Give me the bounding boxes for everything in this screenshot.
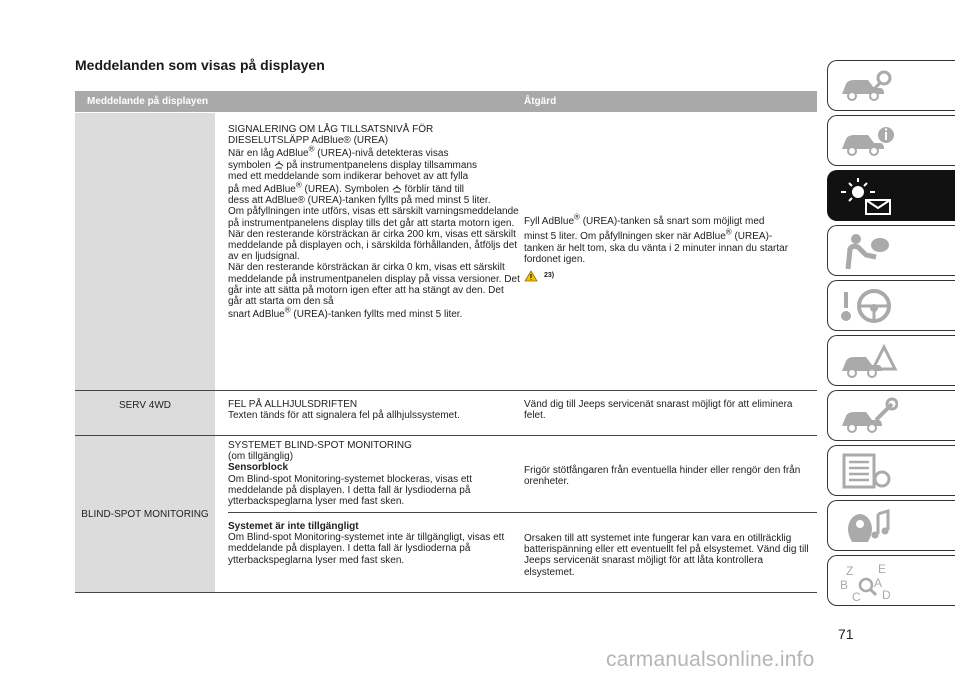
row-message: [228, 440, 520, 507]
header-message: Meddelande på displayen: [87, 96, 209, 107]
row-label: [75, 113, 215, 390]
text: förblir tänd till: [401, 184, 465, 196]
tab-servicing[interactable]: [827, 390, 955, 441]
tab-safety[interactable]: [827, 225, 955, 276]
row-action: [524, 212, 816, 282]
text: Texten tänds för att signalera fel på allhjulssystemet.: [228, 410, 460, 422]
warning-ref-number: 23): [544, 271, 555, 279]
row-label: SERV 4WD: [75, 391, 215, 435]
text: symbolen: [228, 159, 274, 171]
text: på instrumentpanelens display tillsammans: [283, 159, 478, 171]
row-action: Vänd dig till Jeeps servicenät snarast möjligt för att eliminera felet.: [524, 399, 793, 422]
message-title-line: SIGNALERING OM LÅG TILLSATSNIVÅ FÖR: [228, 124, 434, 135]
tab-car-info[interactable]: [827, 115, 955, 166]
registered-mark: ®: [284, 305, 291, 315]
sub-heading: Systemet är inte tillgängligt: [228, 521, 359, 532]
media-navigation-icon: [838, 506, 898, 546]
warning-triangle-icon: [524, 270, 538, 282]
text: Om Blind-spot Monitoring-systemet blockeras, visas ett meddelande på displayen. I detta fall är lysdioderna på ytterbackspeglarna lyser med fast sken.: [228, 473, 472, 508]
airbag-seat-icon: [838, 231, 898, 271]
row-label: BLIND-SPOT MONITORING: [75, 436, 215, 592]
adblue-warning-icon: [392, 184, 402, 193]
registered-mark: ®: [308, 145, 315, 155]
text: med ett meddelande som indikerar behovet av att fylla: [228, 170, 469, 182]
adblue-warning-icon: [274, 160, 284, 169]
tab-multimedia[interactable]: [827, 500, 955, 551]
text: Fyll AdBlue: [524, 216, 575, 227]
header-action: Åtgärd: [524, 96, 557, 107]
car-warning-triangle-icon: [838, 341, 898, 381]
message-title: SYSTEMET BLIND-SPOT MONITORING: [228, 440, 412, 451]
tab-warning-lights[interactable]: [827, 170, 955, 221]
row-message: [228, 399, 520, 421]
text: minst 5 liter. Om påfyllningen sker när AdBlue: [524, 230, 726, 242]
car-info-icon: [838, 121, 898, 161]
alphabet-index-icon: [838, 561, 898, 603]
page-heading: Meddelanden som visas på displayen: [75, 57, 325, 73]
steering-wheel-icon: [838, 286, 898, 326]
text: dess att AdBlue® (UREA)-tanken fyllts på med minst 5 liter.: [228, 195, 491, 207]
text: tanken är helt tom, ska du vänta i 2 minuter innan du startar fordonet igen.: [524, 243, 789, 266]
text: (UREA)-tanken så snart som möjligt med: [579, 216, 765, 227]
index-letter-d: D: [882, 588, 891, 602]
row-action: Frigör stötfångaren från eventuella hinder eller rengör den från orenheter.: [524, 465, 801, 488]
text: (UREA)-tanken fyllts med minst 5 liter.: [290, 309, 463, 321]
tab-emergency[interactable]: [827, 335, 955, 386]
row-message: [228, 521, 520, 566]
message-title-line: DIESELUTSLÄPP AdBlue® (UREA): [228, 135, 389, 147]
text: snart AdBlue: [228, 309, 285, 321]
registered-mark: ®: [574, 212, 580, 222]
index-letter-a: A: [874, 576, 883, 590]
sub-row-divider: [228, 512, 817, 513]
tab-car-key[interactable]: [827, 60, 955, 111]
table-header: [75, 91, 817, 112]
text: När den resterande körsträckan är cirka 200 km, visas ett särskilt meddelande på displayen och, i särskilda förhållanden, åtföljs det av en ljudsignal.: [228, 228, 518, 263]
text: Om påfyllningen inte utförs, visas ett särskilt varningsmeddelande på instrumentpanelens display tills det går att starta motorn igen.: [228, 206, 519, 229]
warning-light-message-icon: [838, 176, 898, 216]
watermark: carmanualsonline.info: [606, 648, 815, 671]
index-letter-b: B: [840, 578, 849, 592]
row-action: Orsaken till att systemet inte fungerar kan vara en otillräcklig batterispänning eller ett eventuellt fel på elsystemet. Vänd dig till Jeeps servicenät snarast möjligt för att låta kontrollera elsystemet.: [524, 533, 809, 578]
index-letter-c: C: [852, 590, 861, 603]
index-letter-z: Z: [846, 564, 854, 578]
message-title: FEL PÅ ALLHJULSDRIFTEN: [228, 399, 358, 410]
index-letter-e: E: [878, 562, 887, 576]
text: (UREA). Symbolen: [301, 184, 392, 196]
table-row: [75, 391, 817, 436]
page-number: 71: [838, 626, 854, 642]
text: När den resterande körsträckan är cirka 0 km, visas ett särskilt meddelande på instrumentpanelen display på vissa versioner. Det går inte att sätta på motorn igen efter att ha stängt av den. Det går att starta om den så: [228, 262, 520, 308]
row-message: [228, 124, 520, 320]
text: (UREA)-nivå detekteras visas: [314, 148, 449, 160]
registered-mark: ®: [295, 180, 302, 190]
text: på med AdBlue: [228, 184, 296, 196]
table-row: [75, 113, 817, 391]
warning-reference: [524, 270, 816, 283]
table-row: [75, 436, 817, 593]
car-wrench-icon: [838, 396, 898, 436]
text: Om Blind-spot Monitoring-systemet inte är tillgängligt, visas ett meddelande på displayen. I detta fall är lysdioderna på ytterbackspeglarna lyser med fast sken.: [228, 532, 505, 566]
car-key-icon: [838, 66, 898, 106]
registered-mark: ®: [725, 227, 732, 237]
text: (om tillgänglig): [228, 451, 294, 463]
tab-technical-data[interactable]: [827, 445, 955, 496]
text: När en låg AdBlue: [228, 148, 309, 160]
text: (UREA)-: [731, 230, 773, 242]
data-list-icon: [838, 451, 898, 491]
tab-index[interactable]: [827, 555, 955, 606]
tab-starting-driving[interactable]: [827, 280, 955, 331]
sub-heading: Sensorblock: [228, 462, 289, 474]
